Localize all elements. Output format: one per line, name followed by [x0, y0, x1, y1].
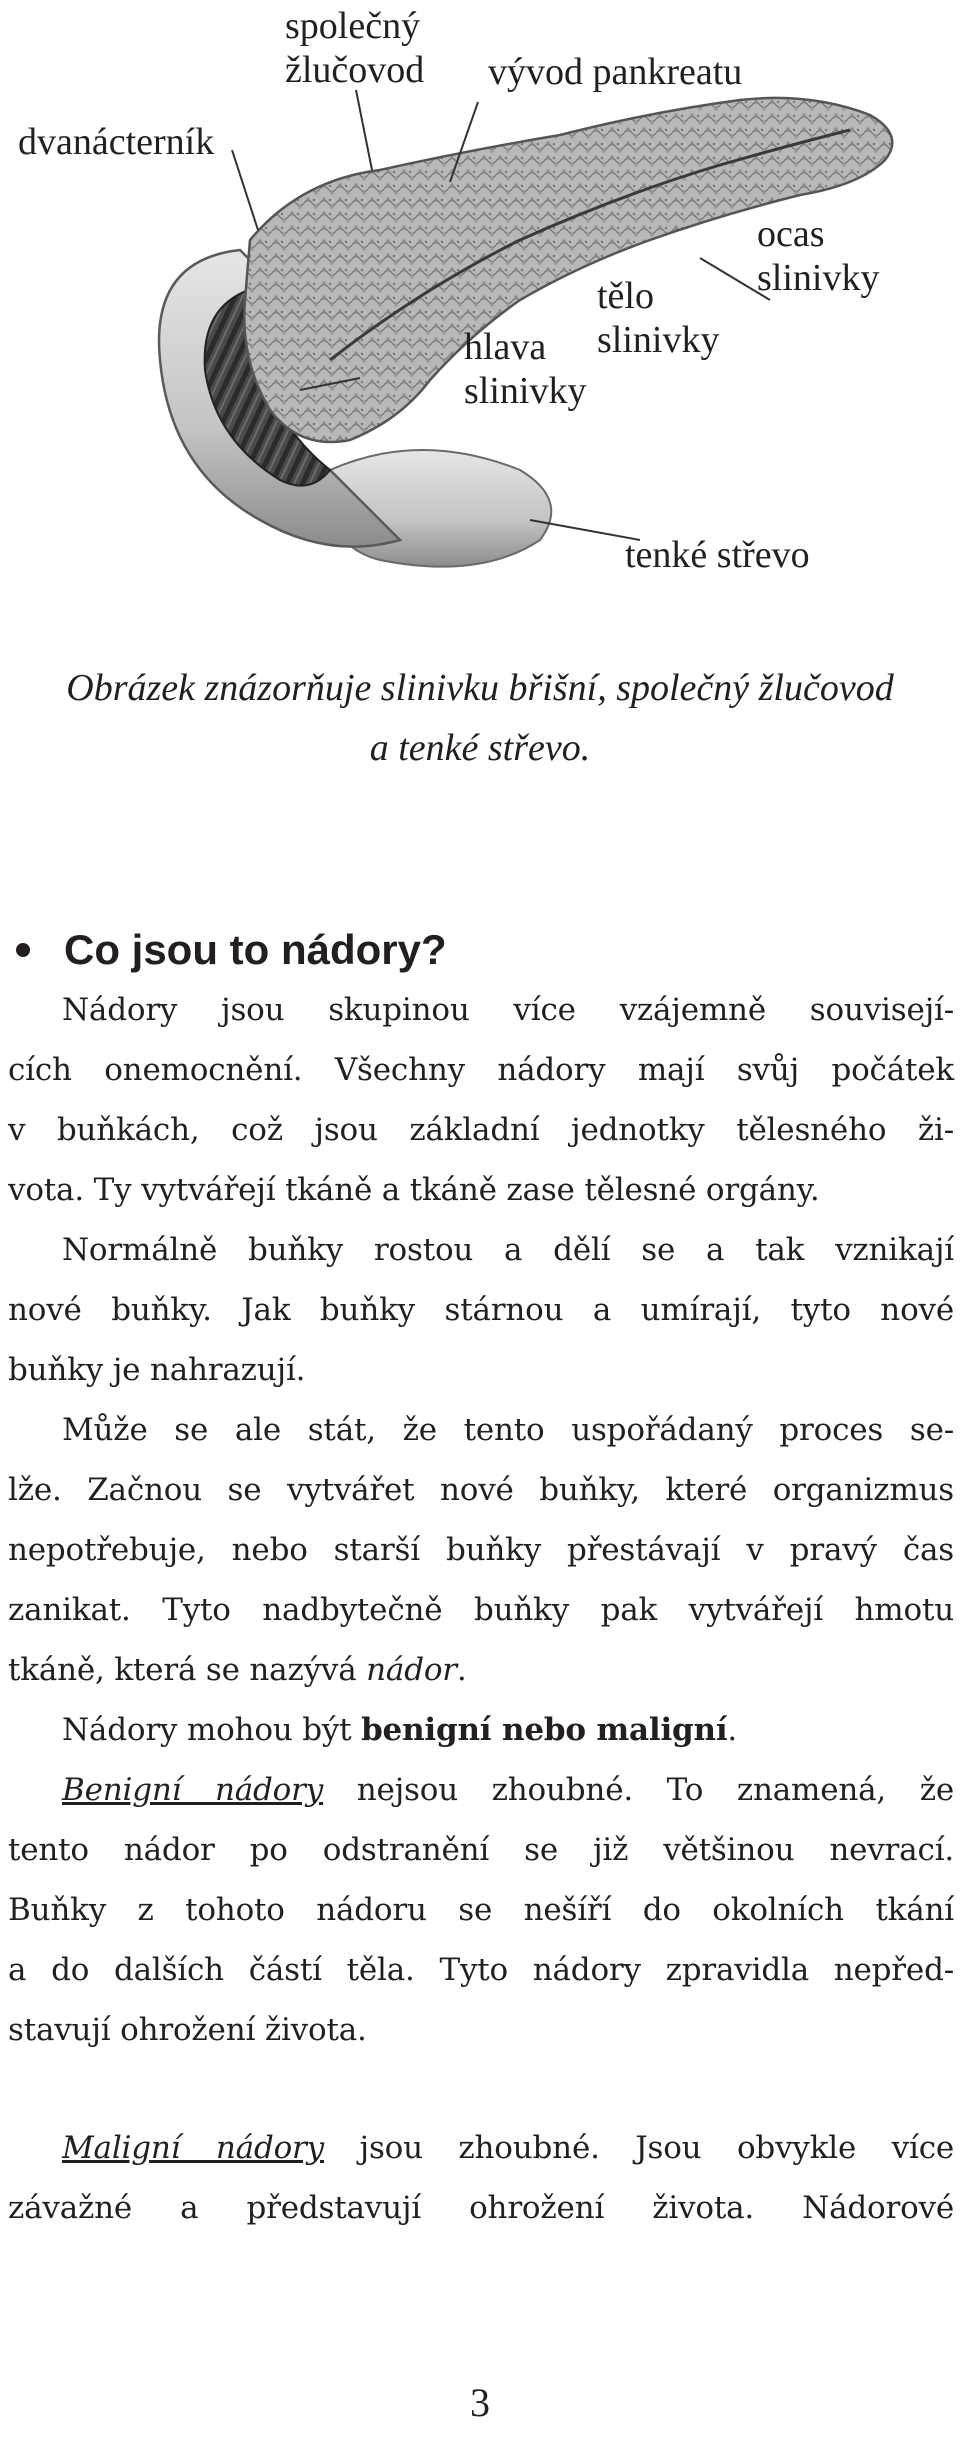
text-line [62, 1760, 954, 1820]
text-segment: Nádory mohou být [62, 1712, 362, 1748]
label-common-bile-duct: společný žlučovod [285, 5, 425, 91]
label-pancreas-body: tělo slinivky [597, 275, 720, 361]
text-line: Buňky z tohoto nádoru se nešíří do okolních tkání [8, 1892, 954, 1928]
term-nador: nádor [366, 1652, 457, 1688]
text-line: závažné a představují ohrožení života. Nádorové [8, 2190, 954, 2226]
text-line: Může se ale stát, že tento uspořádaný proces se- [62, 1412, 954, 1448]
text-line [8, 1640, 954, 1700]
pancreas-figure [0, 0, 960, 620]
term-benign-tumors: Benigní nádory [62, 1772, 324, 1808]
pancreas-illustration [0, 0, 960, 620]
text-segment: jsou zhoubné. Jsou obvykle více [324, 2130, 954, 2166]
caption-line: Obrázek znázorňuje slinivku břišní, společný žlučovod [66, 667, 894, 709]
text-line: nepotřebuje, nebo starší buňky přestávají v pravý čas [8, 1532, 954, 1568]
text-line [62, 1700, 954, 1760]
text-segment: nejsou zhoubné. To znamená, že [323, 1772, 954, 1808]
text-line: stavují ohrožení života. [8, 2012, 367, 2048]
text-line: nové buňky. Jak buňky stárnou a umírají, tyto nové [8, 1292, 954, 1328]
term-benign-malignant: benigní nebo maligní [361, 1712, 728, 1748]
label-duodenum: dvanácterník [18, 121, 215, 163]
text-segment: tkáně, která se nazývá [8, 1652, 367, 1688]
heading-text: Co jsou to nádory? [64, 926, 447, 973]
text-segment: . [456, 1652, 467, 1688]
text-line: zanikat. Tyto nadbytečně buňky pak vytvářejí hmotu [8, 1592, 954, 1628]
text-line: tento nádor po odstranění se již většinou nevrací. [8, 1832, 954, 1868]
text-line: buňky je nahrazují. [8, 1352, 306, 1388]
text-line: cích onemocnění. Všechny nádory mají svůj počátek [8, 1052, 954, 1088]
text-line: Nádory jsou skupinou více vzájemně souvisejí- [62, 992, 954, 1028]
label-small-intestine: tenké střevo [625, 534, 810, 576]
text-line: a do dalších částí těla. Tyto nádory zpravidla nepřed- [8, 1952, 954, 1988]
text-segment: . [727, 1712, 738, 1748]
label-pancreatic-duct: vývod pankreatu [488, 51, 743, 93]
term-malignant-tumors: Maligní nádory [62, 2130, 324, 2166]
text-line: vota. Ty vytvářejí tkáně a tkáně zase tělesné orgány. [8, 1172, 820, 1208]
caption-line: a tenké střevo. [369, 727, 591, 769]
label-pancreas-tail: ocas slinivky [757, 213, 880, 299]
label-pancreas-head: hlava slinivky [464, 326, 587, 412]
text-line: lže. Začnou se vytvářet nové buňky, které organizmus [8, 1472, 954, 1508]
bullet-icon [16, 943, 30, 957]
text-line: Normálně buňky rostou a dělí se a tak vznikají [62, 1232, 954, 1268]
figure-caption [0, 658, 960, 778]
text-line: v buňkách, což jsou základní jednotky tělesného ži- [8, 1112, 954, 1148]
text-line [62, 2118, 954, 2178]
page-number: 3 [470, 2380, 490, 2425]
